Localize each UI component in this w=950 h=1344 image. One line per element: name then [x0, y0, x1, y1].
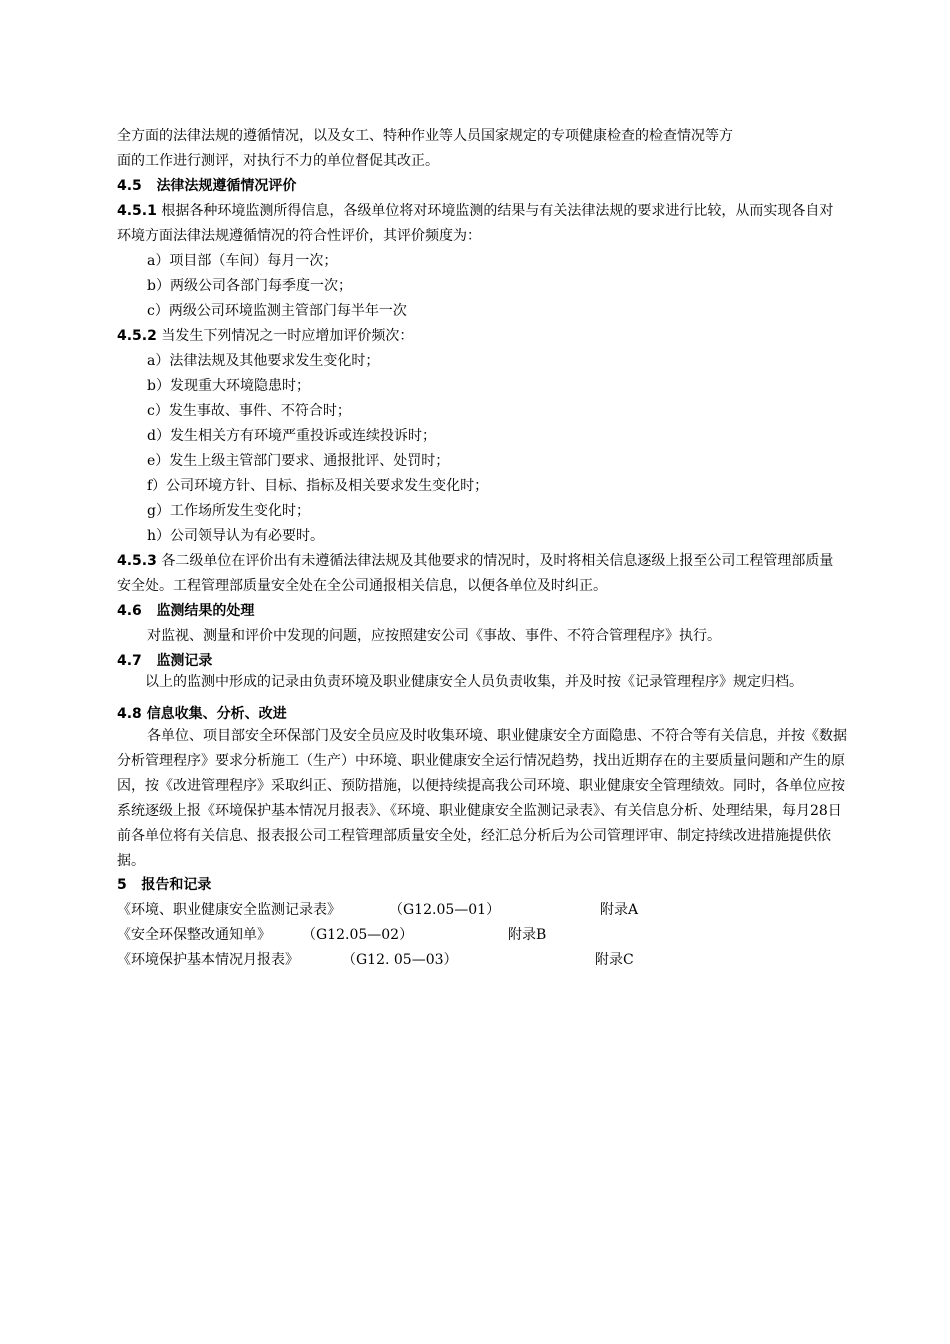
section-4-5-1	[117, 199, 847, 249]
record-name: 《环境、职业健康安全监测记录表》	[117, 902, 341, 918]
record-code: （G12.05—02）	[302, 927, 414, 943]
records-list	[117, 898, 847, 973]
frequency-list	[117, 249, 847, 324]
section-4-6	[117, 599, 847, 649]
section-4-5-3	[117, 549, 847, 599]
section-title: 监测记录	[156, 653, 213, 669]
subsection-number: 4.5.1	[117, 203, 157, 219]
section-text: 各单位、项目部安全环保部门及安全员应及时收集环境、职业健康安全方面隐患、不符合等有关信息，并按《数据分析管理程序》要求分析施工（生产）中环境、职业健康安全运行情况趋势，找出近期存在的主要质量问题和产生的原因，按《改进管理程序》采取纠正、预防措施，以便持续提高我公司环境、职业健康安全管理绩效。同时，各单位应按系统逐级上报《环境保护基本情况月报表》、《环境、职业健康安全监测记录表》、有关信息分析、处理结果，每月28日前各单位将有关信息、报表报公司工程管理部质量安全处，经汇总分析后为公司管理评审、制定持续改进措施提供依据。	[117, 728, 847, 869]
subsection-text: 各二级单位在评价出有未遵循法律法规及其他要求的情况时，及时将相关信息逐级上报至公司工程管理部质量安全处。工程管理部质量安全处在全公司通报相关信息，以便各单位及时纠正。	[117, 553, 834, 594]
section-number: 4.6	[117, 603, 142, 619]
intro-line-1: 全方面的法律法规的遵循情况，以及女工、特种作业等人员国家规定的专项健康检查的检查情况等方	[117, 128, 733, 144]
list-item: e）发生上级主管部门要求、通报批评、处罚时；	[147, 453, 450, 469]
record-code: （G12. 05—03）	[342, 952, 458, 968]
cases-list	[117, 349, 847, 549]
subsection-number: 4.5.2	[117, 328, 157, 344]
section-number: 5	[117, 877, 127, 893]
subsection-text: 当发生下列情况之一时应增加评价频次：	[161, 328, 414, 344]
list-item: h）公司领导认为有必要时。	[147, 528, 325, 544]
list-item: g）工作场所发生变化时；	[147, 503, 310, 519]
section-5-heading	[117, 873, 847, 898]
record-row	[117, 923, 847, 948]
section-4-7	[117, 649, 847, 691]
section-number: 4.8	[117, 706, 142, 722]
record-row	[117, 898, 847, 923]
record-name: 《环境保护基本情况月报表》	[117, 952, 299, 968]
section-title: 法律法规遵循情况评价	[156, 178, 297, 194]
record-appendix: 附录B	[508, 927, 547, 943]
section-title: 监测结果的处理	[156, 603, 255, 619]
intro-line-2: 面的工作进行测评，对执行不力的单位督促其改正。	[117, 153, 439, 169]
section-text: 对监视、测量和评价中发现的问题，应按照建安公司《事故、事件、不符合管理程序》执行。	[147, 628, 721, 644]
section-title: 信息收集、分析、改进	[146, 706, 287, 722]
record-row	[117, 948, 847, 973]
record-name: 《安全环保整改通知单》	[117, 927, 271, 943]
section-text: 以上的监测中形成的记录由负责环境及职业健康安全人员负责收集，并及时按《记录管理程序》规定归档。	[145, 674, 803, 690]
subsection-text: 根据各种环境监测所得信息，各级单位将对环境监测的结果与有关法律法规的要求进行比较，从而实现各自对环境方面法律法规遵循情况的符合性评价，其评价频度为：	[117, 203, 834, 244]
section-4-8	[117, 704, 847, 874]
record-appendix: 附录A	[600, 902, 639, 918]
list-item: a）法律法规及其他要求发生变化时；	[147, 353, 380, 369]
record-appendix: 附录C	[595, 952, 634, 968]
list-item: c）两级公司环境监测主管部门每半年一次	[147, 303, 407, 319]
list-item: c）发生事故、事件、不符合时；	[147, 403, 351, 419]
list-item: b）两级公司各部门每季度一次；	[147, 278, 352, 294]
section-4-5-heading	[117, 174, 847, 199]
section-number: 4.5	[117, 178, 142, 194]
list-item: b）发现重大环境隐患时；	[147, 378, 310, 394]
list-item: d）发生相关方有环境严重投诉或连续投诉时；	[147, 428, 436, 444]
section-title: 报告和记录	[141, 877, 212, 893]
record-code: （G12.05—01）	[389, 902, 501, 918]
section-4-5-2	[117, 324, 847, 349]
section-number: 4.7	[117, 653, 142, 669]
list-item: a）项目部（车间）每月一次；	[147, 253, 338, 269]
intro-paragraph	[117, 124, 847, 174]
subsection-number: 4.5.3	[117, 553, 157, 569]
list-item: f）公司环境方针、目标、指标及相关要求发生变化时；	[147, 478, 489, 494]
